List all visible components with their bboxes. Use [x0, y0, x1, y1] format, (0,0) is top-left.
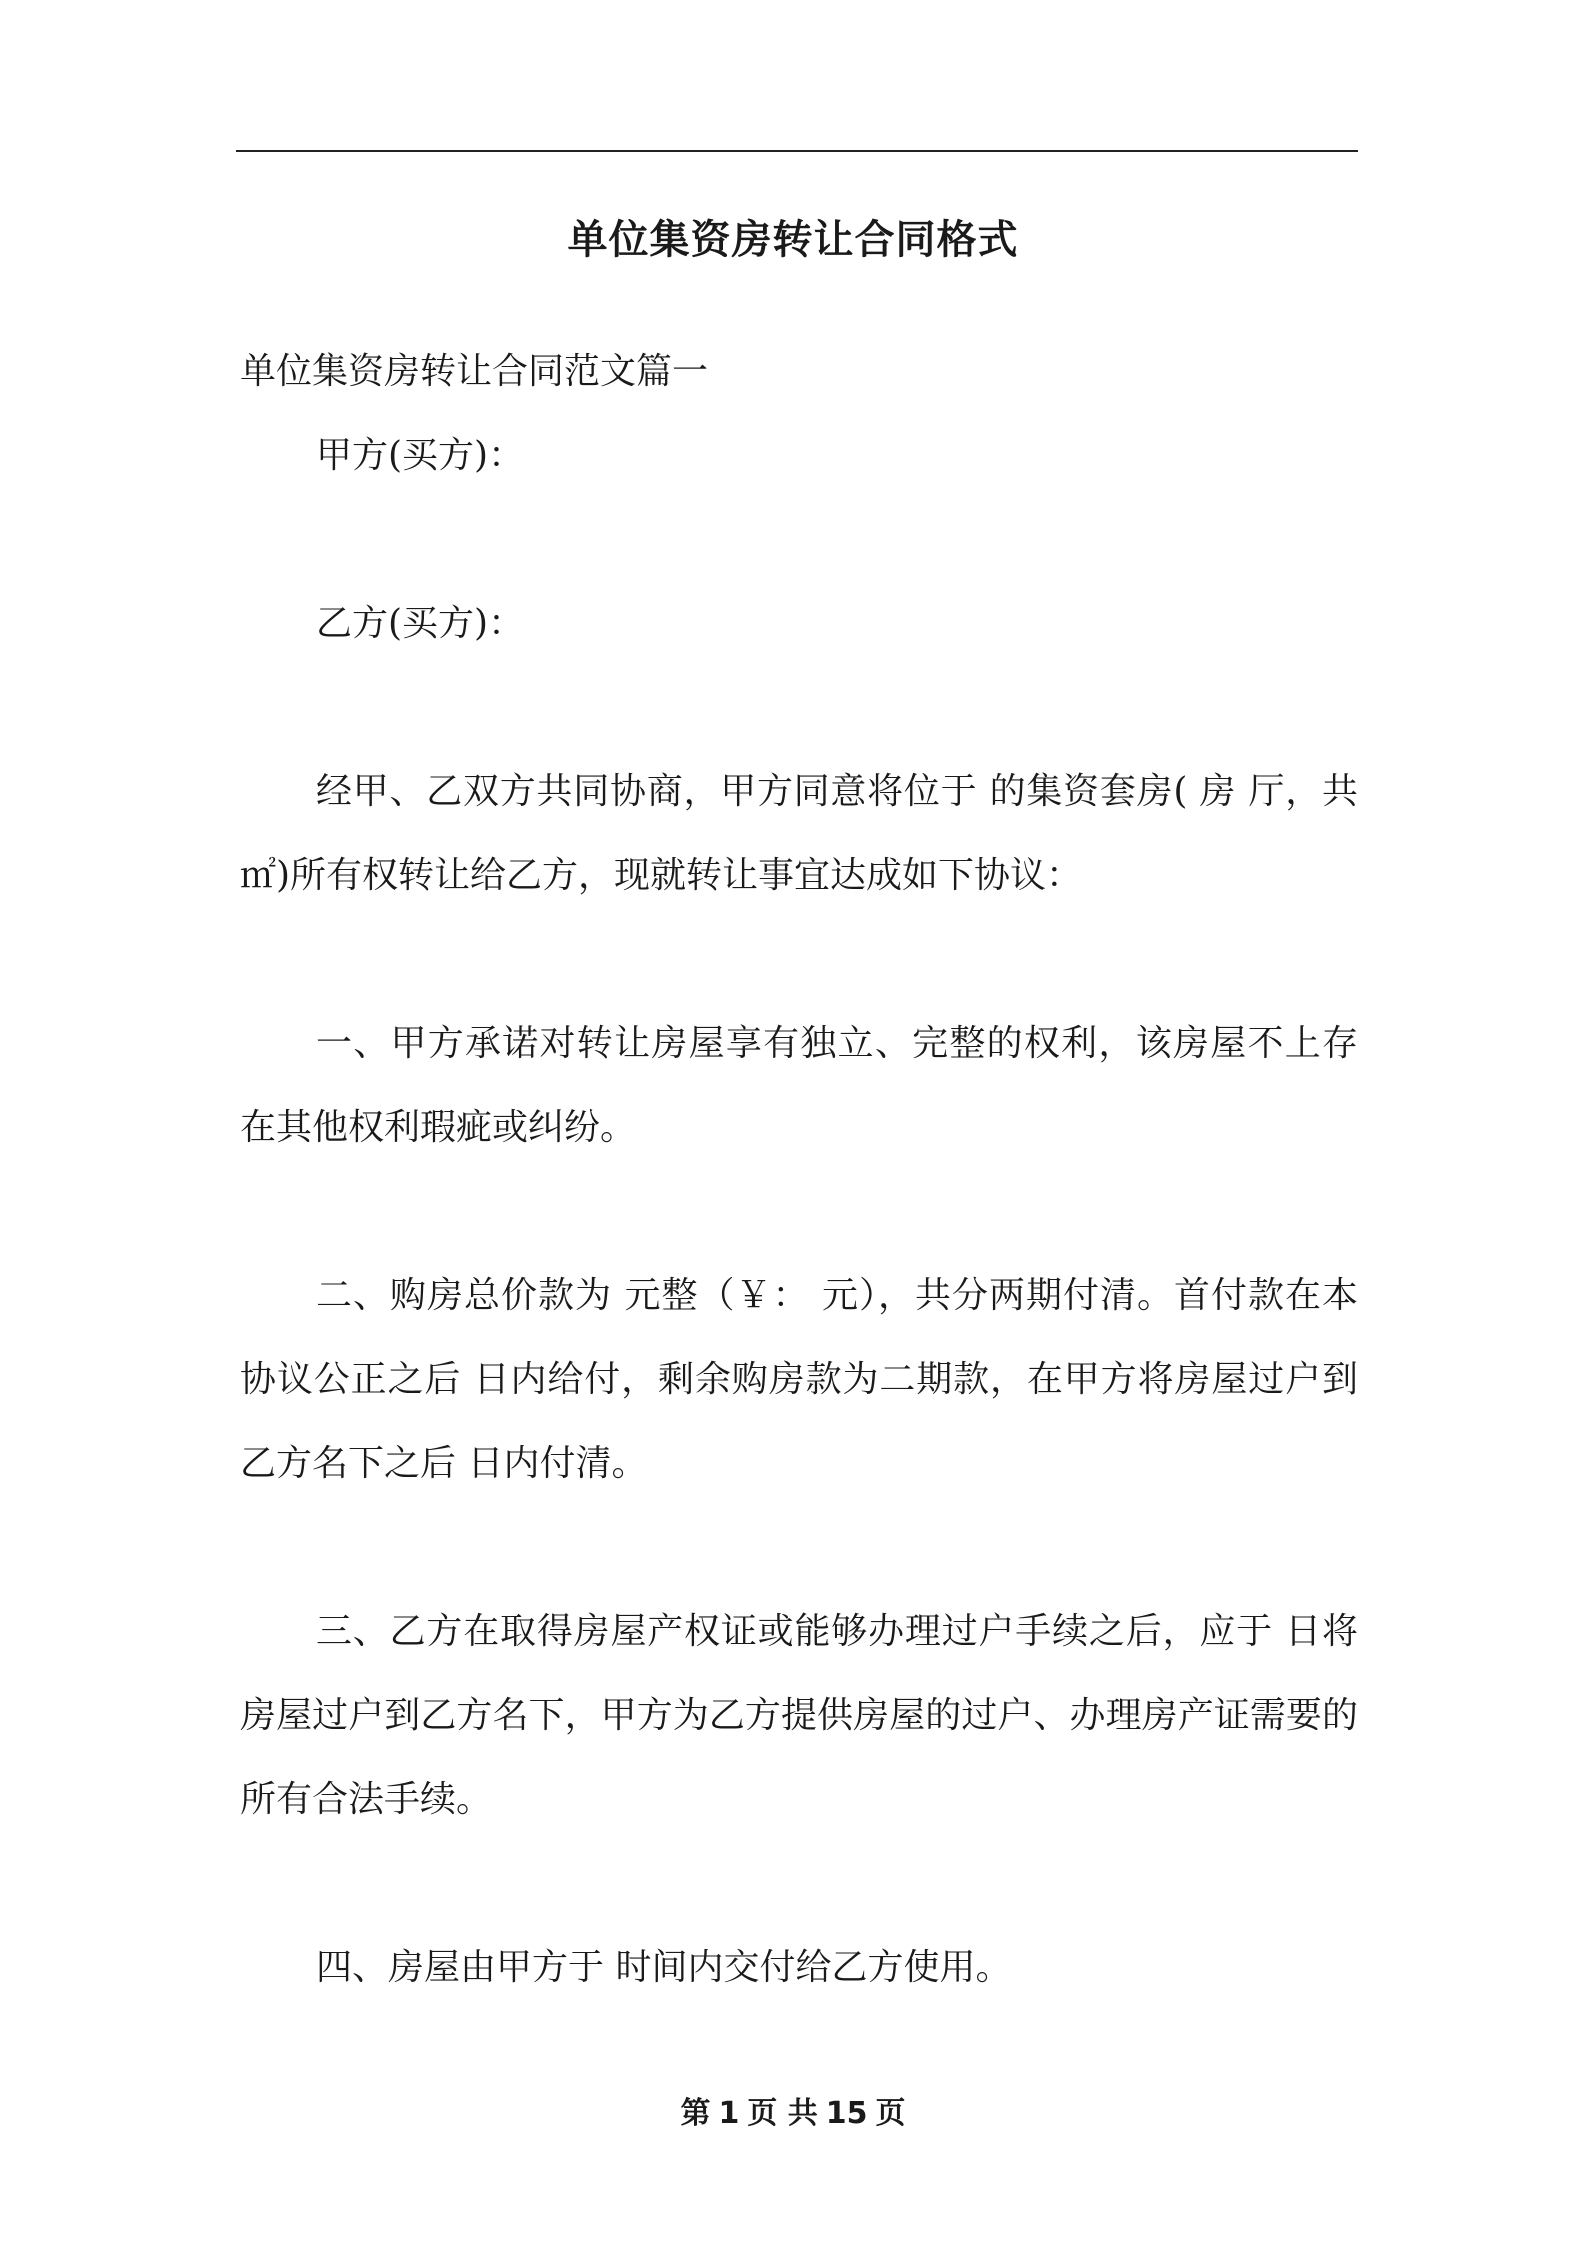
clause-4: 四、房屋由甲方于 时间内交付给乙方使用。 — [316, 1947, 1012, 1988]
intro-paragraph: 经甲、乙双方共同协商，甲方同意将位于 的集资套房( 房 厅，共 ㎡)所有权转让给乙方，现就转让事宜达成如下协议： — [240, 771, 1358, 896]
footer-total-pages: 15 — [825, 2096, 868, 2131]
footer-middle: 页 共 — [747, 2096, 818, 2131]
party-a-line: 甲方(买方)： — [316, 435, 525, 476]
header-rule — [236, 150, 1358, 152]
clause-1: 一、甲方承诺对转让房屋享有独立、完整的权利，该房屋不上存在其他权利瑕疵或纠纷。 — [240, 1023, 1358, 1148]
document-body — [240, 330, 1358, 2010]
document-title: 单位集资房转让合同格式 — [567, 216, 1019, 263]
page-footer — [0, 2088, 1586, 2132]
footer-prefix: 第 — [680, 2096, 711, 2131]
footer-suffix: 页 — [875, 2096, 906, 2131]
clause-2: 二、购房总价款为 元整（￥： 元），共分两期付清。首付款在本协议公正之后 日内给付，剩余购房款为二期款，在甲方将房屋过户到乙方名下之后 日内付清。 — [240, 1275, 1358, 1484]
clause-3: 三、乙方在取得房屋产权证或能够办理过户手续之后，应于 日将房屋过户到乙方名下，甲方为乙方提供房屋的过户、办理房产证需要的所有合法手续。 — [240, 1611, 1358, 1820]
document-subtitle: 单位集资房转让合同范文篇一 — [240, 351, 709, 392]
footer-page-number: 1 — [718, 2096, 740, 2131]
party-b-line: 乙方(买方)： — [316, 603, 525, 644]
